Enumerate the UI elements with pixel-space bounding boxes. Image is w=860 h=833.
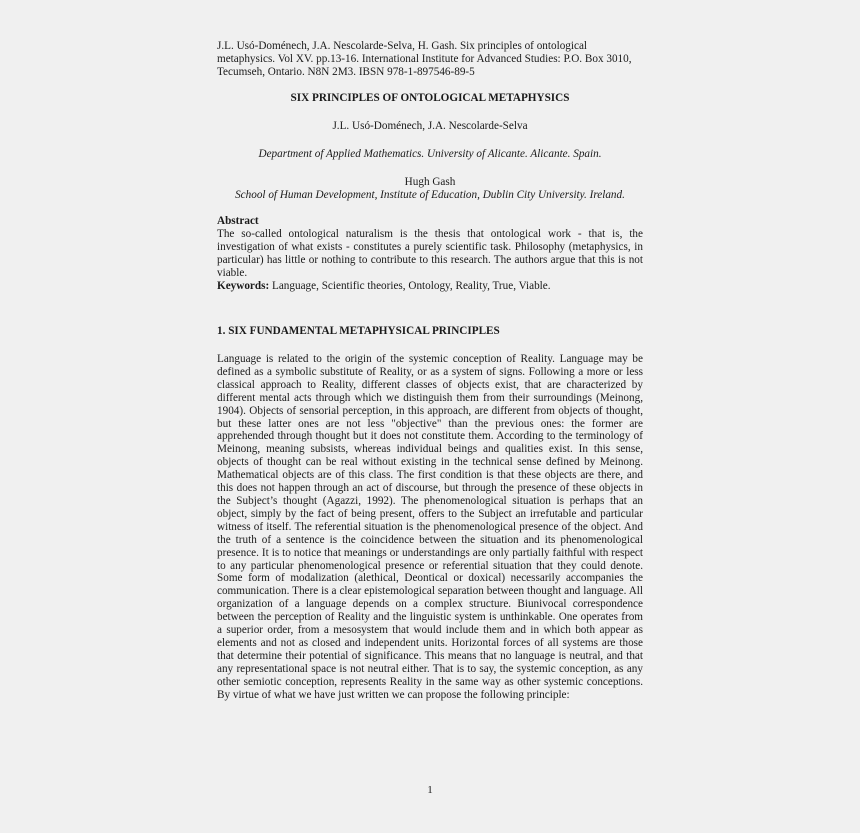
keywords-text: Language, Scientific theories, Ontology, Reality, True, Viable. bbox=[269, 279, 551, 292]
author-secondary: Hugh Gash bbox=[404, 176, 456, 188]
body-paragraph: Language is related to the origin of the systemic conception of Reality. Language may be defined as a symbolic substitute of Reality, or as a system of signs. Following a more or less classical approach to Reality, different classes of objects exist, that are characterized by different mental acts through which we distinguish them from their surroundings (Meinong, 1904). Objects of sensorial perception, in this approach, are different from objects of thought, but these latter ones are not less "objective" than the previous ones: the former are apprehended through thought but it does not constitute them. According to the terminology of Meinong, meaning subsists, whereas individual beings and qualities exist. In this sense, objects of thought can be real without existing in the technical sense defined by Meinong. Mathematical objects are of this class. The first condition is that these objects are there, and this does not happen through an act of discourse, but through the presence of these objects in the Subject’s thought (Agazzi, 1992). The phenomenological situation is perhaps that an object, simply by the fact of being present, offers to the Subject an irrefutable and particular witness of itself. The referential situation is the phenomenological presence of the object. And the truth of a sentence is the coincidence between the situation and its phenomenological presence. It is to notice that meanings or understandings are only partially faithful with respect to any particular phenomenological presence or referential situation that they could denote. Some form of modalization (alethical, Deontical or doxical) necessarily accompanies the communication. There is a clear epistemological separation between thought and language. All organization of a language depends on a complex structure. Biunivocal correspondence between the perception of Reality and the linguistic system is unthinkable. One operates from a superior order, from a mesosystem that would include them and in which both appear as elements and not as closed and independent units. Horizontal forces of all systems are those that determine their potential of significance. This means that no language is neutral, and that any representational space is not neutral either. That is to say, the systemic conception, as any other semiotic conception, represents Reality in the same way as other systemic conceptions. By virtue of what we have just written we can propose the following principle: bbox=[217, 353, 643, 701]
affiliation-secondary: School of Human Development, Institute of Education, Dublin City University. Ireland. bbox=[235, 189, 625, 201]
abstract-text: The so-called ontological naturalism is the thesis that ontological work - that is, the investigation of what exists - constitutes a purely scientific task. Philosophy (metaphysics, in particular) has little or nothing to contribute to this research. The authors argue that this is not viable. bbox=[217, 227, 643, 279]
affiliation-primary: Department of Applied Mathematics. University of Alicante. Alicante. Spain. bbox=[258, 148, 602, 160]
keywords-label: Keywords: bbox=[217, 279, 270, 292]
authors-primary: J.L. Usó-Doménech, J.A. Nescolarde-Selva bbox=[332, 120, 528, 132]
citation-header: J.L. Usó-Doménech, J.A. Nescolarde-Selva, H. Gash. Six principles of ontological metaphysics. Vol XV. pp.13-16. International Institute for Advanced Studies: P.O. Box 3010, Tecumseh, Ontario. N8N 2M3. IBSN 978-1-897546-89-5 bbox=[217, 40, 632, 78]
paper-title: SIX PRINCIPLES OF ONTOLOGICAL METAPHYSICS bbox=[290, 92, 570, 104]
abstract-block bbox=[217, 215, 643, 292]
body-section bbox=[217, 353, 643, 701]
abstract-heading: Abstract bbox=[217, 215, 259, 227]
section-heading: 1. SIX FUNDAMENTAL METAPHYSICAL PRINCIPLES bbox=[217, 325, 500, 337]
page-number: 1 bbox=[427, 784, 433, 796]
